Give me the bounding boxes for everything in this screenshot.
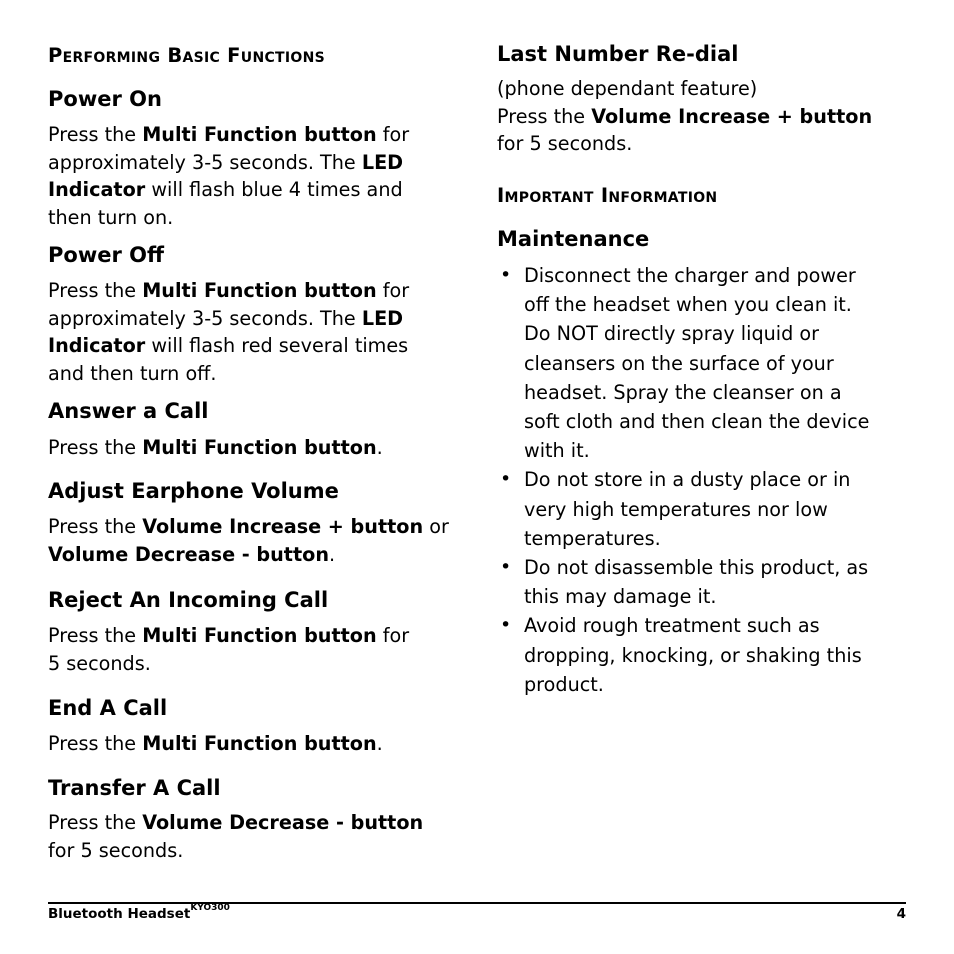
redial-text: (phone dependant feature) Press the Volume Increase + button for 5 seconds. xyxy=(497,77,873,155)
footer-product-name: Bluetooth Headset$^{KYO300}$ xyxy=(48,903,230,922)
transfer-call-title: Transfer A Call xyxy=(48,776,221,800)
list-item: • Avoid rough treatment such as dropping, knocking, or shaking this product. xyxy=(497,611,882,699)
power-on-text: Press the Multi Function button for approximately 3-5 seconds. The LED Indicator will flash blue 4 times and then turn on. xyxy=(48,123,410,229)
list-item: • Disconnect the charger and power off the headset when you clean it. Do NOT directly spray liquid or cleansers on the surface of your headset. Spray the cleanser on a soft cloth and then clean the device with it. xyxy=(497,261,882,465)
bullet-icon: • xyxy=(500,556,512,579)
maintenance-title: Maintenance xyxy=(497,227,650,251)
section-heading-basic-functions: Performing Basic Functions xyxy=(48,44,326,67)
footer-divider xyxy=(48,902,906,904)
end-call-text: Press the Multi Function button. xyxy=(48,732,383,755)
bullet-icon: • xyxy=(500,264,512,286)
bullet-icon: • xyxy=(500,614,512,637)
power-off-title: Power Off xyxy=(48,243,164,267)
reject-call-text: Press the Multi Function button for 5 seconds. xyxy=(48,624,410,675)
transfer-call-text: Press the Volume Decrease - button for 5 seconds. xyxy=(48,811,424,862)
answer-call-text: Press the Multi Function button. xyxy=(48,436,383,459)
end-call-title: End A Call xyxy=(48,696,168,720)
page-number: 4 xyxy=(896,906,906,922)
list-item: • Do not disassemble this product, as this may damage it. xyxy=(497,553,882,611)
list-item: • Do not store in a dusty place or in very high temperatures nor low temperatures. xyxy=(497,465,882,553)
answer-call-title: Answer a Call xyxy=(48,399,209,423)
reject-call-title: Reject An Incoming Call xyxy=(48,588,329,612)
maintenance-list xyxy=(497,261,882,699)
section-heading-important-information: Important Information xyxy=(497,184,718,207)
power-on-title: Power On xyxy=(48,87,162,111)
bullet-icon: • xyxy=(500,468,512,491)
redial-title: Last Number Re-dial xyxy=(497,42,739,66)
footer-model: KYO300 xyxy=(190,903,230,913)
adjust-volume-text: Press the Volume Increase + button or Volume Decrease - button. xyxy=(48,515,449,566)
adjust-volume-title: Adjust Earphone Volume xyxy=(48,479,339,503)
power-off-text: Press the Multi Function button for approximately 3-5 seconds. The LED Indicator will flash red several times and then turn off. xyxy=(48,279,410,385)
